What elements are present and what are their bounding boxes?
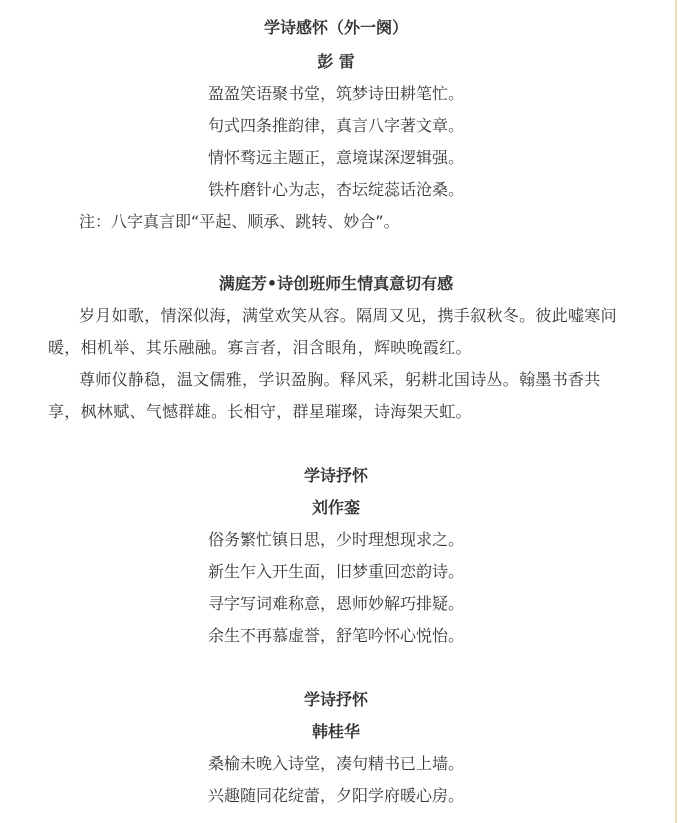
paragraph-line: 暖，相机举、其乐融融。寡言者，泪含眼角，辉映晚霞红。: [48, 338, 472, 357]
poem-line: 俗务繁忙镇日思，少时理想现求之。: [207, 530, 464, 549]
paragraph-line: [0, 370, 672, 390]
poem-line: 盈盈笑语聚书堂，筑梦诗田耕笔忙。: [207, 84, 464, 103]
poem-title: 学诗感怀（外一阕）: [263, 18, 408, 37]
poem-author: 彭 雷: [317, 52, 355, 71]
paragraph-text: 岁月如歌，情深似海，满堂欢笑从容。隔周又见，携手叙秋冬。彼此嘘寒问: [79, 306, 617, 325]
poem-line: 句式四条推韵律，真言八字著文章。: [207, 116, 464, 135]
paragraph-text: 尊师仪静稳，温文儒雅，学识盈胸。释风采，躬耕北国诗丛。翰墨书香共: [79, 370, 601, 389]
poem-line: 铁杵磨针心为志，杏坛绽蕊话沧桑。: [207, 180, 464, 199]
paragraph-line: [0, 306, 672, 326]
poem-line: 余生不再慕虚誉，舒笔吟怀心悦怡。: [207, 626, 464, 645]
poem-line: 情怀骛远主题正，意境谋深逻辑强。: [207, 148, 464, 167]
poem-author: 韩桂华: [311, 722, 360, 741]
poem-line: 兴趣随同花绽蕾，夕阳学府暖心房。: [207, 786, 464, 805]
right-border-rule: [675, 0, 677, 823]
poem-title: 学诗抒怀: [303, 690, 368, 709]
poem-title: 学诗抒怀: [303, 466, 368, 485]
poem-title: 满庭芳•诗创班师生情真意切有感: [218, 274, 454, 293]
paragraph-line: 享，枫林赋、气憾群雄。长相守，群星璀璨，诗海架天虹。: [48, 402, 472, 421]
poem-note: 注：八字真言即“平起、顺承、跳转、妙合”。: [79, 212, 400, 231]
poem-author: 刘作銮: [311, 498, 360, 517]
poem-line: 新生乍入开生面，旧梦重回恋韵诗。: [207, 562, 464, 581]
poem-line: 寻字写词难称意，恩师妙解巧排疑。: [207, 594, 464, 613]
poem-line: 桑榆未晚入诗堂，凑句精书已上墙。: [207, 754, 464, 773]
